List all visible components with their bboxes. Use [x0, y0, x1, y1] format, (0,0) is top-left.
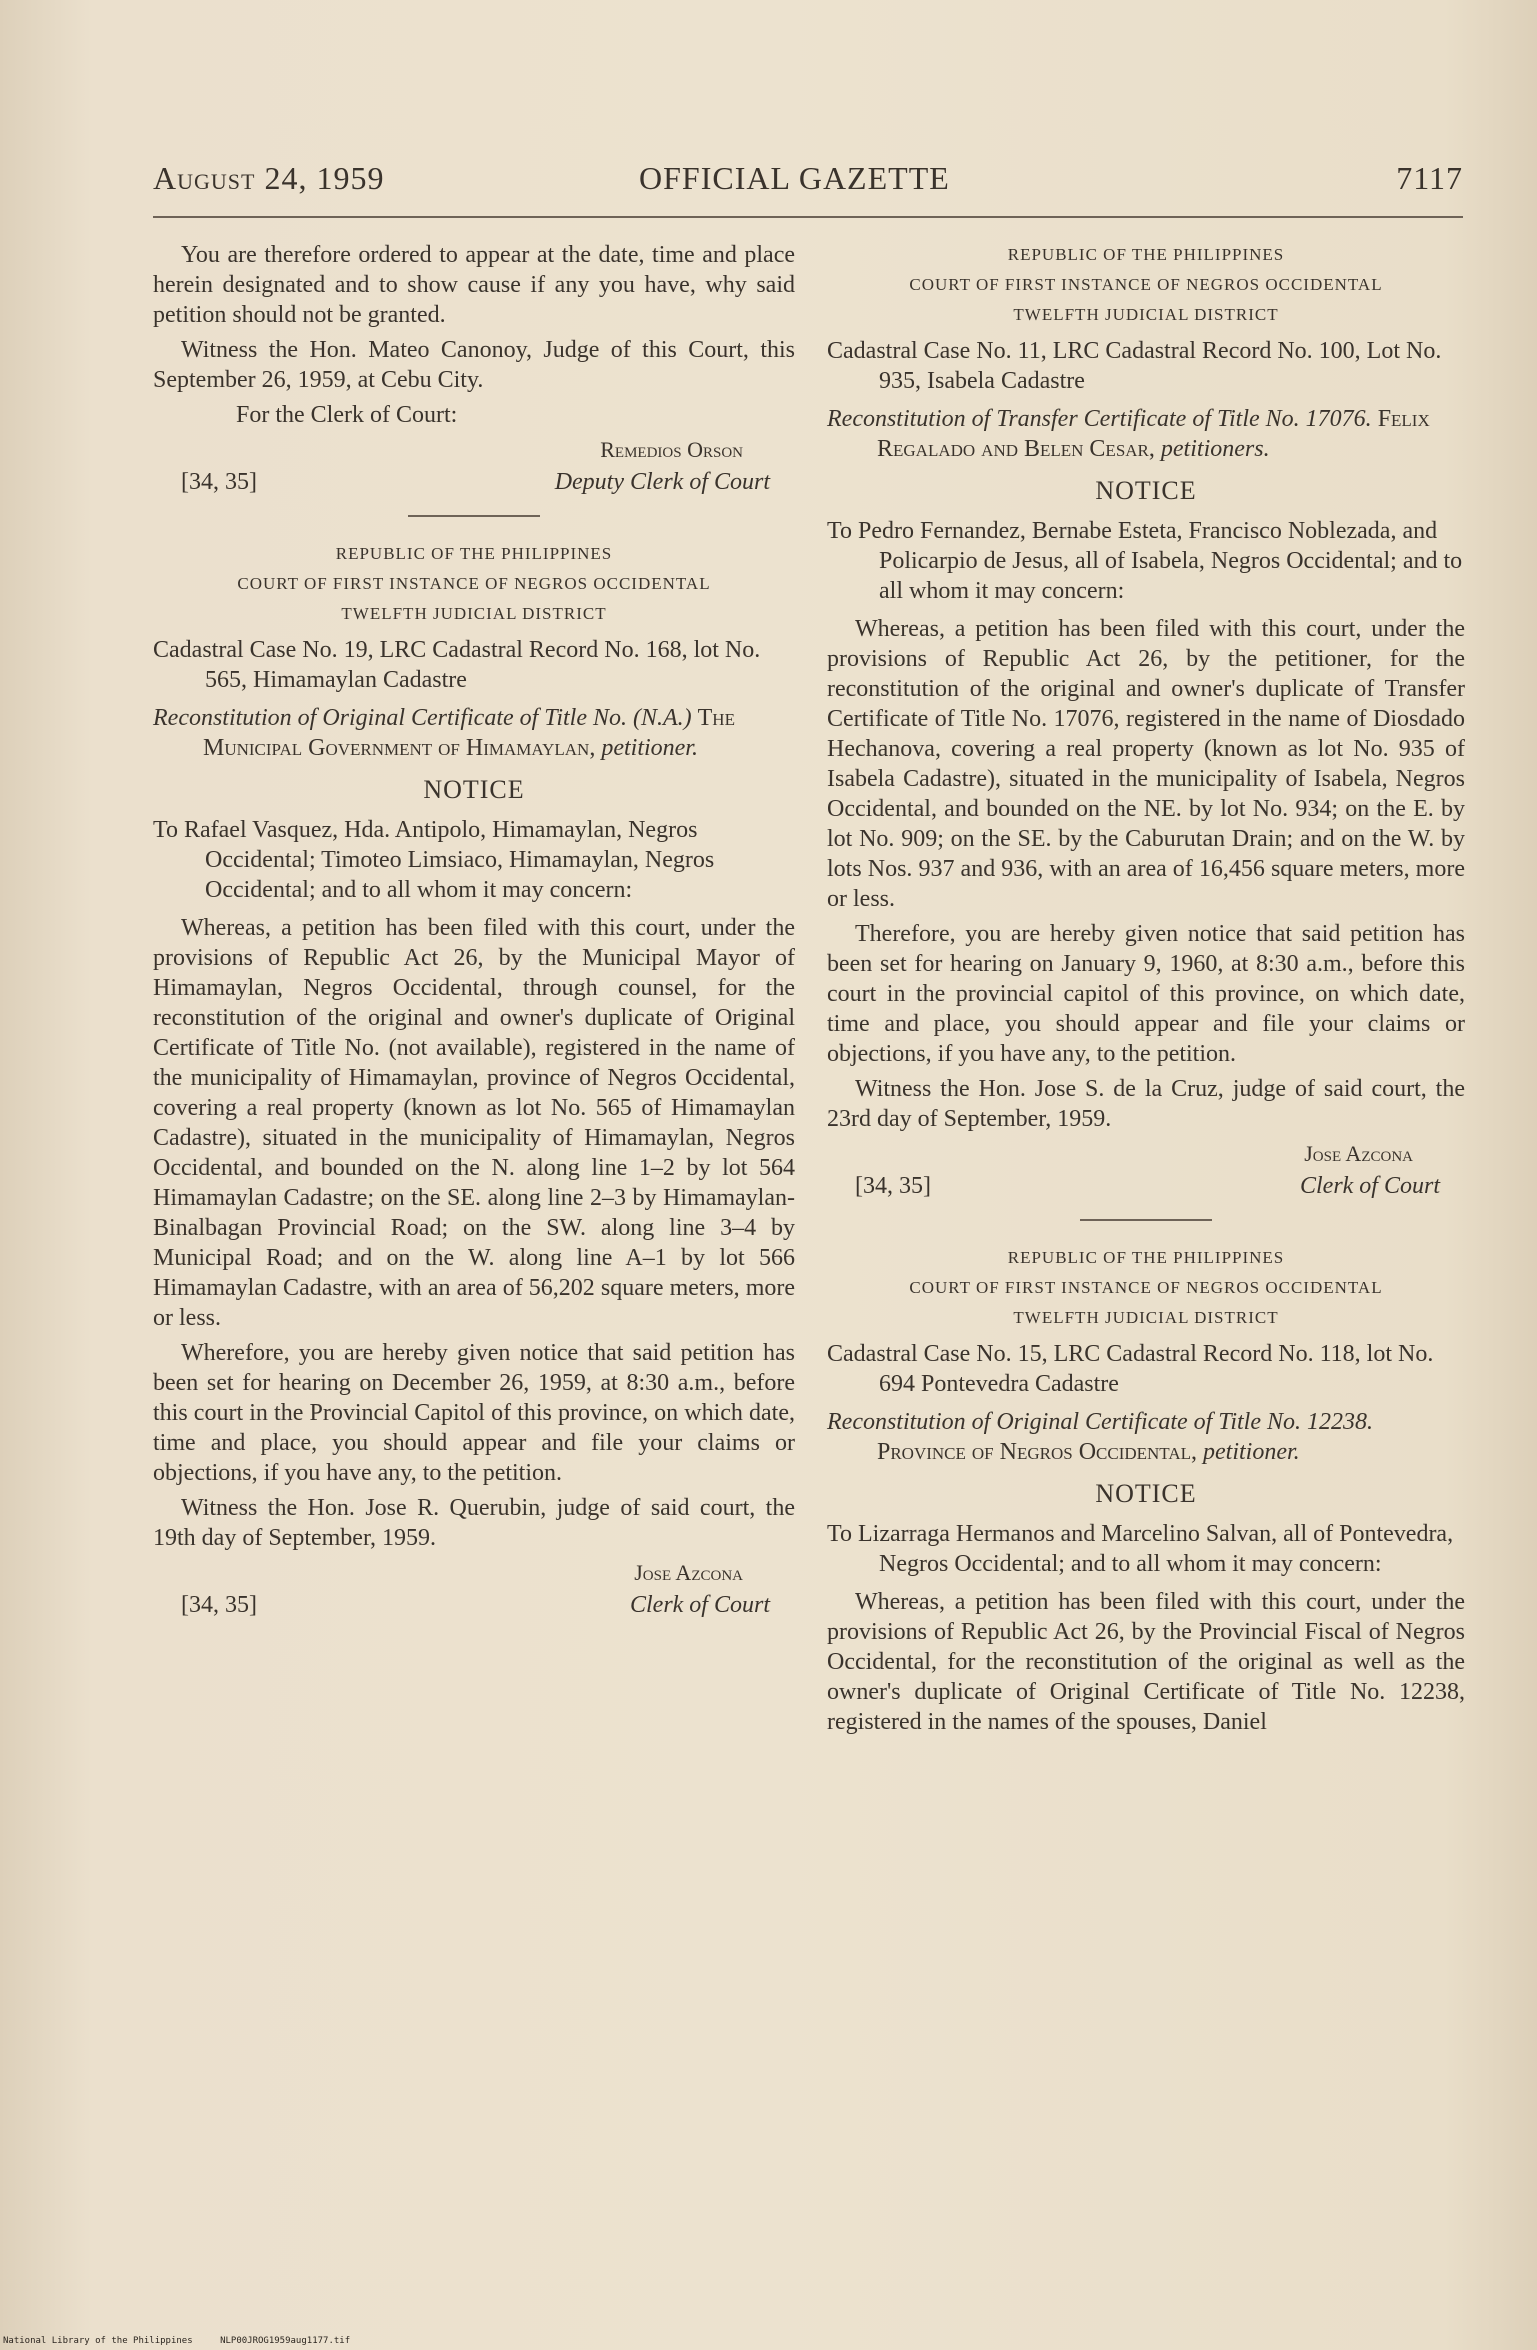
case-caption: [827, 404, 1465, 464]
section-divider: [1080, 1219, 1212, 1221]
issue-reference: [34, 35]: [181, 1592, 257, 1618]
caption-role: petitioner.: [1203, 1439, 1300, 1465]
signature-block: [153, 435, 795, 497]
witness-paragraph: Witness the Hon. Jose R. Querubin, judge of said court, the 19th day of September, 1959.: [153, 1495, 795, 1551]
section-divider: [408, 515, 540, 517]
signatory-title: Clerk of Court: [629, 1592, 770, 1618]
issue-reference: [34, 35]: [181, 469, 257, 495]
header-rule: [153, 216, 1463, 218]
case-title: Cadastral Case No. 11, LRC Cadastral Record No. 100, Lot No. 935, Isabela Cadastre: [827, 338, 1442, 394]
court-heading: [827, 240, 1465, 330]
notice-addressees: To Pedro Fernandez, Bernabe Esteta, Francisco Noblezada, and Policarpio de Jesus, all of Isabela, Negros Occidental; and to all whom it may concern:: [827, 518, 1463, 604]
heading-republic: REPUBLIC OF THE PHILIPPINES: [335, 544, 613, 563]
case-title: Cadastral Case No. 15, LRC Cadastral Record No. 118, lot No. 694 Pontevedra Cadastre: [827, 1341, 1434, 1397]
scan-footer: [3, 2336, 372, 2346]
signatory-title: Deputy Clerk of Court: [554, 469, 770, 495]
left-column: [153, 240, 795, 1620]
heading-district: TWELFTH JUDICIAL DISTRICT: [1013, 305, 1279, 324]
footer-library: National Library of the Philippines: [3, 2336, 193, 2346]
publication-title: OFFICIAL GAZETTE: [639, 160, 950, 196]
issue-reference: [34, 35]: [855, 1173, 931, 1199]
signature-block: [827, 1139, 1465, 1201]
witness-paragraph: Witness the Hon. Jose S. de la Cruz, judge of said court, the 23rd day of September, 1959.: [827, 1076, 1465, 1132]
heading-court: COURT OF FIRST INSTANCE OF NEGROS OCCIDENTAL: [237, 574, 711, 593]
case-caption: [153, 703, 795, 763]
page-number: 7117: [1396, 160, 1463, 196]
therefore-paragraph: Therefore, you are hereby given notice that said petition has been set for hearing on January 9, 1960, at 8:30 a.m., before this court in the provincial capitol of this province, on which date, time and place, you should appear and file your claims or objections, if you have any, to the petition.: [827, 921, 1465, 1067]
notice-addressees: To Lizarraga Hermanos and Marcelino Salvan, all of Pontevedra, Negros Occidental; and to all whom it may concern:: [827, 1521, 1454, 1577]
notice-title: NOTICE: [1095, 1479, 1197, 1508]
signature-block: [153, 1558, 795, 1620]
caption-party: Province of Negros Occidental,: [877, 1439, 1197, 1465]
court-heading: [827, 1243, 1465, 1333]
caption-role: petitioner.: [601, 735, 698, 761]
caption-subject: Reconstitution of Original Certificate of Title No. 12238.: [827, 1409, 1373, 1435]
signatory-name: Jose Azcona: [1304, 1141, 1413, 1166]
right-column: [827, 240, 1465, 1742]
heading-republic: REPUBLIC OF THE PHILIPPINES: [1007, 1248, 1285, 1267]
whereas-paragraph: Whereas, a petition has been filed with this court, under the provisions of Republic Act 26, by the Provincial Fiscal of Negros Occidental, for the reconstitution of the original as well as the owner's duplicate of Original Certificate of Title No. 12238, registered in the names of the spouses, Daniel: [827, 1589, 1465, 1735]
witness-paragraph: Witness the Hon. Mateo Canonoy, Judge of this Court, this September 26, 1959, at Cebu City.: [153, 337, 795, 393]
court-heading: [153, 539, 795, 629]
heading-court: COURT OF FIRST INSTANCE OF NEGROS OCCIDENTAL: [909, 1278, 1383, 1297]
caption-party: Felix Regalado and Belen Cesar,: [877, 406, 1430, 462]
footer-file: NLP00JROG1959aug1177.tif: [220, 2336, 351, 2346]
order-paragraph: You are therefore ordered to appear at the date, time and place herein designated and to show cause if any you have, why said petition should not be granted.: [153, 242, 795, 328]
heading-district: TWELFTH JUDICIAL DISTRICT: [341, 604, 607, 623]
wherefore-paragraph: Wherefore, you are hereby given notice that said petition has been set for hearing on December 26, 1959, at 8:30 a.m., before this court in the Provincial Capitol of this province, on which date, time and place, you should appear and file your claims or objections, if you have any, to the petition.: [153, 1340, 795, 1486]
signatory-name: Jose Azcona: [634, 1560, 743, 1585]
whereas-paragraph: Whereas, a petition has been filed with this court, under the provisions of Republic Act 26, by the Municipal Mayor of Himamaylan, Negros Occidental, through counsel, for the reconstitution of the original and owner's duplicate of Original Certificate of Title No. (not available), registered in the name of the municipality of Himamaylan, province of Negros Occidental, covering a real property (known as lot No. 565 of Himamaylan Cadastre), situated in the municipality of Himamaylan, Negros Occidental, and bounded on the N. along line 1–2 by lot 564 Himamaylan Cadastre; on the SE. along line 2–3 by Himamaylan-Binalbagan Provincial Road; on the SW. along line 3–4 by Municipal Road; and on the W. along line A–1 by lot 566 Himamaylan Cadastre, with an area of 56,202 square meters, more or less.: [153, 915, 795, 1331]
signatory-title: Clerk of Court: [1299, 1173, 1440, 1199]
case-title: Cadastral Case No. 19, LRC Cadastral Record No. 168, lot No. 565, Himamaylan Cadastre: [153, 637, 761, 693]
caption-party: The Municipal Government of Himamaylan,: [203, 705, 735, 761]
heading-republic: REPUBLIC OF THE PHILIPPINES: [1007, 245, 1285, 264]
case-caption: [827, 1407, 1465, 1467]
caption-role: petitioners.: [1160, 436, 1270, 462]
page-header: [153, 160, 1463, 208]
signatory-name: Remedios Orson: [600, 437, 743, 462]
header-date: August 24, 1959: [153, 160, 385, 196]
whereas-paragraph: Whereas, a petition has been filed with this court, under the provisions of Republic Act 26, by the petitioner, for the reconstitution of the original and owner's duplicate of Transfer Certificate of Title No. 17076, registered in the name of Diosdado Hechanova, covering a real property (known as lot No. 935 of Isabela Cadastre), situated in the municipality of Isabela, Negros Occidental, and bounded on the NE. by lot No. 934; on the E. by lot No. 909; on the SE. by the Caburutan Drain; and on the W. by lots Nos. 937 and 936, with an area of 16,456 square meters, more or less.: [827, 616, 1465, 912]
caption-subject: Reconstitution of Transfer Certificate of Title No. 17076.: [827, 406, 1372, 432]
heading-court: COURT OF FIRST INSTANCE OF NEGROS OCCIDENTAL: [909, 275, 1383, 294]
notice-title: NOTICE: [423, 775, 525, 804]
caption-subject: Reconstitution of Original Certificate of Title No. (N.A.): [153, 705, 692, 731]
notice-addressees: To Rafael Vasquez, Hda. Antipolo, Himamaylan, Negros Occidental; Timoteo Limsiaco, Himamaylan, Negros Occidental; and to all whom it may concern:: [153, 817, 715, 903]
heading-district: TWELFTH JUDICIAL DISTRICT: [1013, 1308, 1279, 1327]
for-clerk-line: For the Clerk of Court:: [236, 402, 458, 428]
notice-title: NOTICE: [1095, 476, 1197, 505]
